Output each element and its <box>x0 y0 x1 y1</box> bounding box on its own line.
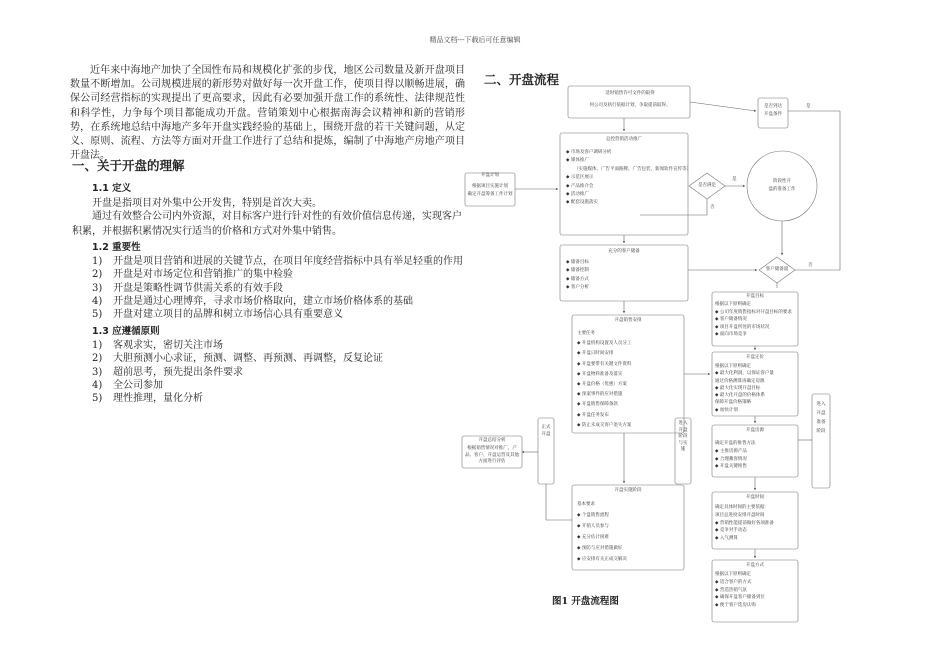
list-item: 保障开盘价格策略 <box>715 400 751 406</box>
list-item: （实施媒体、广告平面路牌、广告包装、新闻软件宣传等） <box>574 166 691 172</box>
list-item: ◆ 预案事件的应对措施 <box>577 392 623 398</box>
summary-title: 开盘总结分析 <box>478 438 506 443</box>
list-item: ◆ 储备目标 <box>566 260 589 265</box>
list-item: 项目总进度安排开盘时间 <box>715 512 765 518</box>
vol-list <box>715 440 756 471</box>
plan-title: 开盘计划 <box>481 173 499 178</box>
goal-title: 开盘目标 <box>746 294 764 299</box>
list-item: ◆ 应安排有关正成交解决 <box>577 557 627 562</box>
list-item: ◆ 开盘要带有关键文件资料 <box>577 361 632 367</box>
list-item: 3) 开盘是策略性调节供需关系的有效手段 <box>92 282 283 294</box>
s12-heading: 1.2 重要性 <box>92 242 141 253</box>
box-top-title: 适时销售许可文件的取得 <box>605 91 655 96</box>
list-item: 1) 客观求实，密切关注市场 <box>92 340 223 351</box>
summary-line: 根据销售情况对推广、产品、客户、开盘运营及其他方面进行评估 <box>465 446 519 464</box>
list-item: ◆ 确保开盘客户储备到位 <box>715 595 765 601</box>
list-item: ◆ 开盘销售保障条款 <box>577 402 618 408</box>
impl-list <box>577 499 627 565</box>
no-label: 否 <box>710 205 715 210</box>
list-item: ◆ 面向市场竞争 <box>715 332 747 337</box>
plan-line-2: 确定开盘筹备工作计划 <box>467 192 513 197</box>
list-item: 确定开盘的推售方法 <box>715 441 756 446</box>
list-item: 1) 开盘是项目营销和进展的关键节点，在项目年度经营指标中具有举足轻重的作用 <box>92 256 463 267</box>
prep-title: 充分的客户储备 <box>608 249 640 254</box>
section2-heading: 二、开盘流程 <box>484 72 560 87</box>
s11-heading: 1.1 定义 <box>92 183 132 194</box>
sales-list <box>577 329 631 431</box>
list-item: ◆ 充分估计困难 <box>577 535 609 540</box>
mode-list <box>715 571 765 610</box>
yes-label: 是 <box>806 104 811 109</box>
circle-line-1: 阶段性开 <box>773 179 791 184</box>
list-item: ◆ 媒体推广 <box>566 158 589 164</box>
price-title: 开盘定价 <box>746 355 764 360</box>
page-header: 精品文档---下载后可任意编辑 <box>429 36 521 44</box>
s11-text-2: 通过有效整合公司内外资源，对目标客户进行针对性的有效价值信息传递，实现客户积累，并根据积累情况实行适当的价格和方式对外集中销售。 <box>72 211 462 237</box>
list-item: ◆ 最大化利润，以保证客户量 <box>715 371 774 377</box>
figure-caption: 图1 开盘流程图 <box>552 596 619 607</box>
time-list <box>715 504 774 543</box>
list-item: ◆ 防止未成交客户退失方案 <box>577 422 632 428</box>
list-item: 根据以下原则确定 <box>715 364 751 369</box>
vol-title: 开盘房源 <box>746 428 764 433</box>
list-item: ◆ 最大化实现开盘目标 <box>715 385 761 391</box>
list-item: 3) 超前思考，预先提出条件要求 <box>92 366 243 378</box>
list-item: ◆ 便于客户选房认购 <box>715 603 756 609</box>
list-item: 4) 开盘是通过心理博弈，寻求市场价格取向，建立市场价格体系的基础 <box>92 295 413 307</box>
prep-list <box>566 259 589 293</box>
price-list <box>715 363 774 414</box>
list-item: ◆ 主推房源产品 <box>715 448 747 454</box>
vlabel-1: 正式开盘 <box>541 425 551 437</box>
list-item: ◆ 预防与应对措施做好 <box>577 546 623 551</box>
list-item: 主要任务 <box>577 331 595 336</box>
mode-title: 开盘方式 <box>746 563 764 568</box>
list-item: ◆ 储备方式 <box>566 276 589 282</box>
promo-title: 总控营销活动推广 <box>606 137 642 142</box>
diamond-1-label: 是否满足 <box>698 183 716 188</box>
list-item: ◆ 开盘机构设置及人员分工 <box>577 341 632 347</box>
list-item: ◆ 开盘价格（优惠）方案 <box>577 382 627 388</box>
list-item: 基本要求 <box>577 502 595 507</box>
list-item: ◆ 竞争对手动态 <box>715 528 747 534</box>
list-item: 5) 理性推理，量化分析 <box>92 393 203 405</box>
list-item: ◆ 公司年度销售指标对开盘目标的要求 <box>715 309 792 315</box>
promo-list <box>566 149 691 208</box>
sales-title: 开盘销售安排 <box>614 318 642 323</box>
s11-text-1: 开盘是指项目对外集中公开发售，特别是首次大卖。 <box>92 198 322 209</box>
list-item: 2) 大胆预测小心求证，预测、调整、再预测、再调整，反复论证 <box>92 353 383 365</box>
goal-list <box>715 301 792 339</box>
list-item: ◆ 开盘日时间安排 <box>577 351 614 357</box>
list-item: ◆ 市场及客户调研分析 <box>566 150 612 155</box>
list-item: ◆ 适合客户的方式 <box>715 579 752 585</box>
list-item: ◆ 项目开盘所处的市场状况 <box>715 324 770 330</box>
circle-line-2: 盘的准备工作 <box>768 187 796 192</box>
s13-heading: 1.3 应遵循原则 <box>92 326 160 337</box>
list-item: ◆ 营造热销气氛 <box>715 587 747 593</box>
list-item: ◆ 配套设施落实 <box>566 200 598 206</box>
list-item: ◆ 产品推介会 <box>566 183 594 189</box>
plan-line-1: 根据项目实施计划 <box>472 184 508 189</box>
list-item: ◆ 营销性能提前做好各项准备 <box>715 520 774 526</box>
list-item: 根据以下原则确定 <box>715 572 751 577</box>
list-item: ◆ 活动推广 <box>566 192 589 198</box>
yes-label: 是 <box>732 177 737 182</box>
list-item: ◆ 加快计划 <box>715 407 738 413</box>
box-top-line: 何公司及执行依据计划，争取提前取得。 <box>589 103 671 108</box>
diamond-2-label: 客户储备量 <box>765 267 789 272</box>
list-item: ◆ 合理蓄客情况 <box>715 456 747 462</box>
impl-title: 开盘实施阶段 <box>614 488 642 493</box>
list-item: 根据以下原则确定 <box>715 302 751 307</box>
list-item: 确定具体时间的主要依据： <box>715 505 769 510</box>
list-item: ◆ 开盘任务发布 <box>577 412 609 418</box>
list-item: 2) 开盘是对市场定位和营销推广的集中检验 <box>92 269 293 281</box>
list-item: ◆ 客户储备情况 <box>715 317 747 322</box>
list-item: ◆ 最大化开盘的价格体系 <box>715 393 765 399</box>
list-item: ◆ 开销人员参与 <box>577 524 609 529</box>
section1-heading: 一、关于开盘的理解 <box>72 158 185 173</box>
list-item: 5) 开盘对建立项目的品牌和树立市场信心具有重要意义 <box>92 309 343 321</box>
time-title: 开盘时间 <box>746 495 764 500</box>
list-item: ◆ 储备控制 <box>566 268 589 274</box>
list-item: ◆ 客户分析 <box>566 285 589 291</box>
list-item: ◆ 开盘关键推售 <box>715 464 747 470</box>
list-item: ◆ 个盘销售流程 <box>577 513 609 518</box>
no-label: 否 <box>808 263 813 268</box>
list-item: 4) 全公司参加 <box>92 379 163 391</box>
list-item: ◆ 入气测算 <box>715 536 738 542</box>
top-right-line-1: 是否到达 <box>764 104 782 109</box>
list-item: ◆ 示范区展示 <box>566 175 594 181</box>
list-item: 通过价格测算再确定房源 <box>715 378 765 384</box>
vlabel-3: 进入开盘准备阶段 <box>816 402 826 434</box>
intro-paragraph: 近年来中海地产加快了全国性布局和规模化扩张的步伐，地区公司数量及新开盘项目数量不断增加。公司规模进展的新形势对做好每一次开盘工作，使项目得以顺畅进展，确保公司经营指标的实现提出了更高要求，因此有必要加强开盘工作的系统性、法律规范性和科学性，力争每个项目都能成功开盘。营销策划中心根据南海会议精神和新的营销形势，在系统地总结中海地产多年开盘实践经验的基础上，围绕开盘的若干关键问题，从定义、原则、流程、方法等方面对开盘工作进行了总结和提炼，编制了中海地产房地产项目开盘法。 <box>70 65 465 162</box>
vlabel-2: 进入开盘阶段与实施 <box>678 421 688 453</box>
list-item: ◆ 开盘物料准备及落实 <box>577 371 623 377</box>
top-right-line-2: 开盘条件 <box>764 112 782 117</box>
